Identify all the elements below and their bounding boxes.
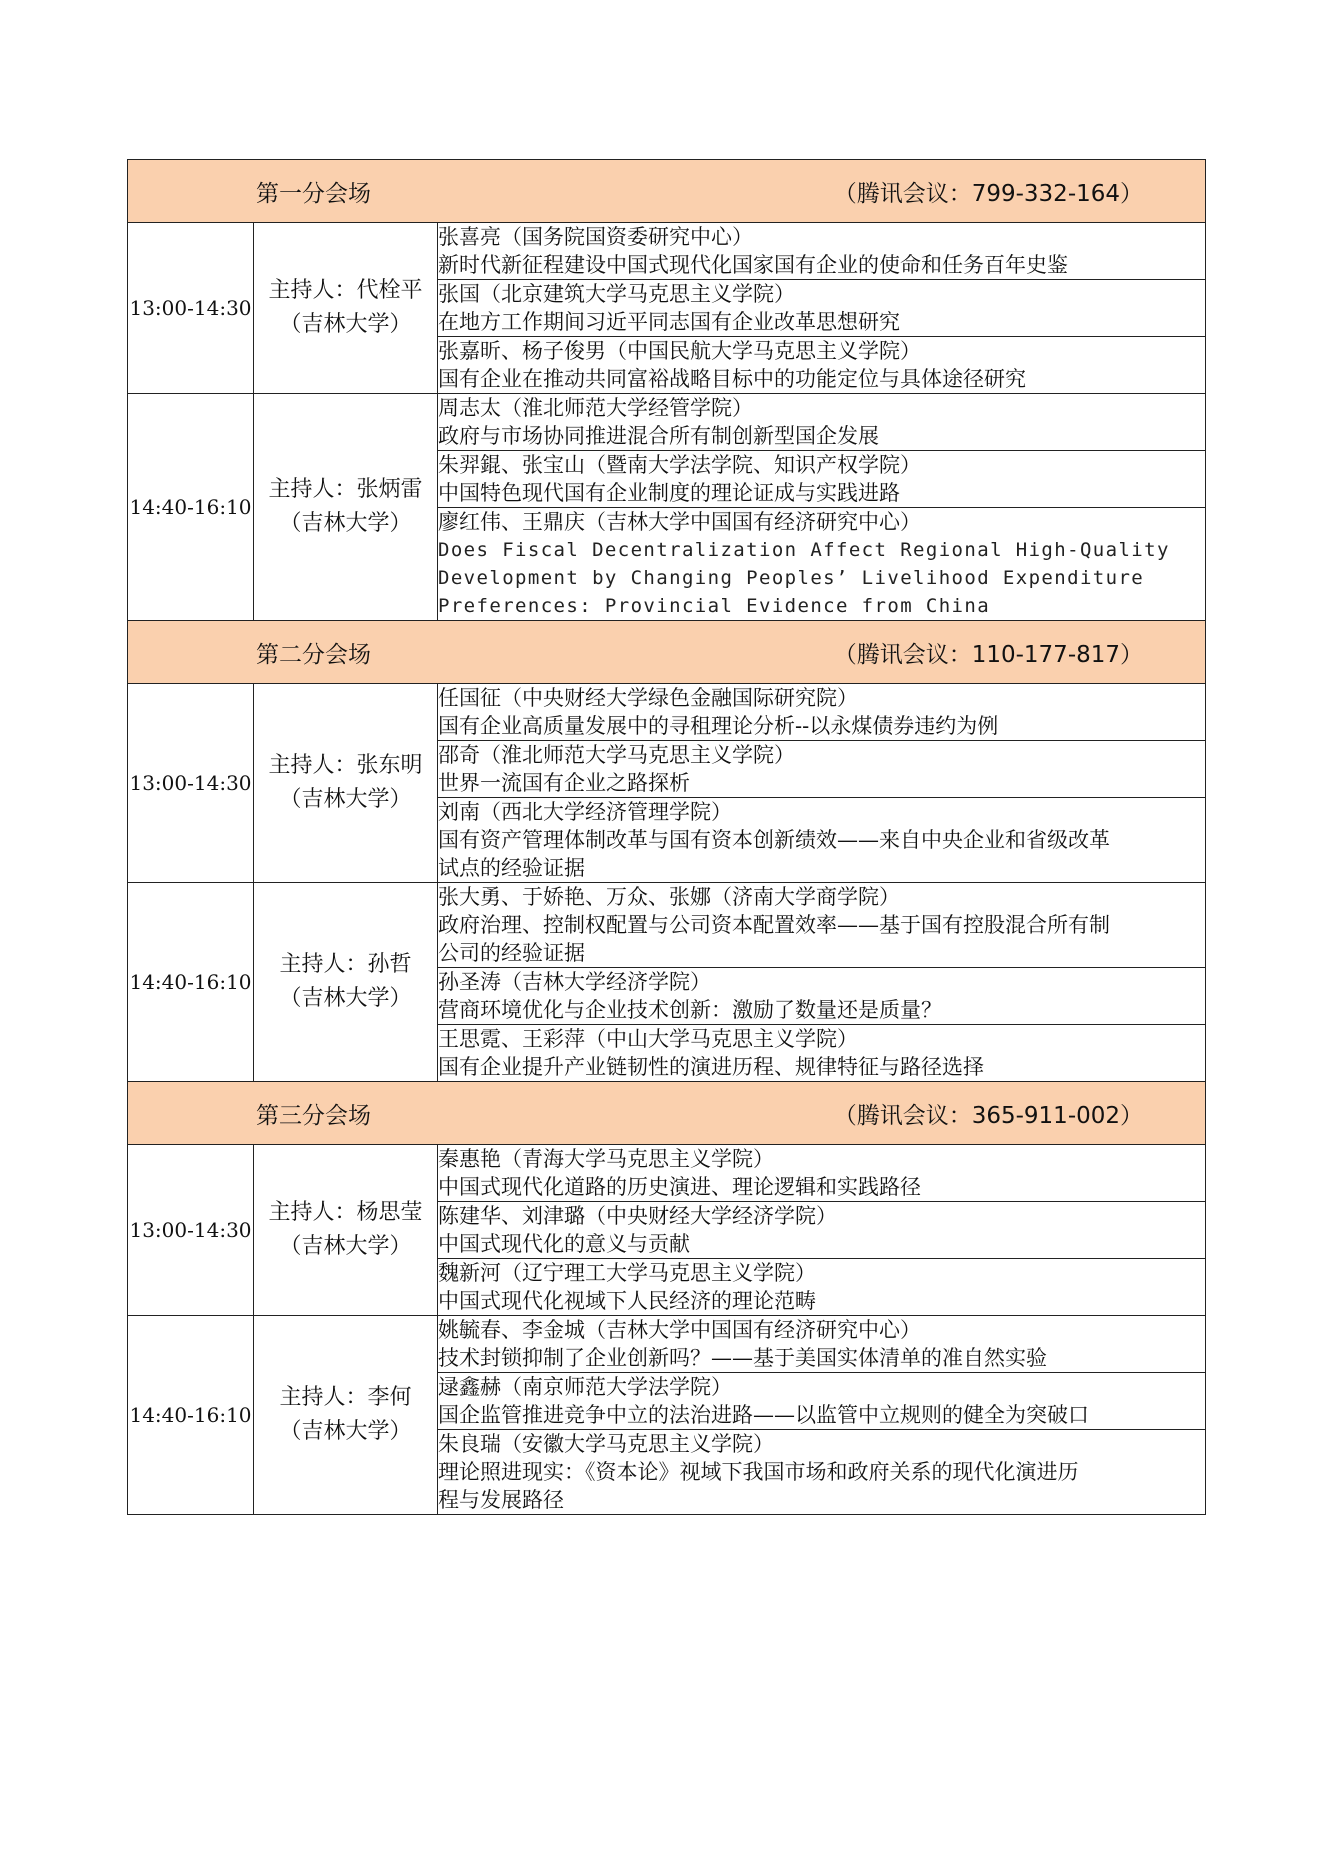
- session-header: [128, 160, 1206, 223]
- time-slot: 14:40-16:10: [128, 883, 254, 1082]
- table-row: [128, 883, 1206, 968]
- talk-cell: [438, 968, 1206, 1025]
- talk-title-line: 理论照进现实：《资本论》视域下我国市场和政府关系的现代化演进历: [438, 1460, 1079, 1484]
- talk-speaker: 刘南（西北大学经济管理学院）: [438, 800, 732, 824]
- host-org: （吉林大学）: [279, 986, 412, 1011]
- host-name: 主持人：李何: [279, 1385, 412, 1410]
- talk-speaker: 邵奇（淮北师范大学马克思主义学院）: [438, 743, 795, 767]
- talk-cell: [438, 798, 1206, 883]
- talk-title-line: 公司的经验证据: [438, 941, 585, 965]
- talk-title-line: 中国特色现代国有企业制度的理论证成与实践进路: [438, 481, 900, 505]
- talk-cell: [438, 337, 1206, 394]
- host-name: 主持人：孙哲: [279, 952, 412, 977]
- talk-speaker: 廖红伟、王鼎庆（吉林大学中国国有经济研究中心）: [438, 510, 921, 534]
- host-name: 主持人：杨思莹: [268, 1200, 423, 1225]
- talk-cell: [438, 684, 1206, 741]
- talk-title-line: 中国式现代化的意义与贡献: [438, 1232, 690, 1256]
- table-row: [128, 1145, 1206, 1202]
- host-name: 主持人：张东明: [268, 753, 423, 778]
- meeting-id: （腾讯会议：799-332-164）: [833, 180, 1144, 207]
- talk-speaker: 任国征（中央财经大学绿色金融国际研究院）: [438, 686, 858, 710]
- talk-title-line: 政府与市场协同推进混合所有制创新型国企发展: [438, 424, 879, 448]
- table-row: [128, 394, 1206, 451]
- table-row: [128, 223, 1206, 280]
- talk-title-line: 在地方工作期间习近平同志国有企业改革思想研究: [438, 310, 900, 334]
- talk-title-line: 国有企业高质量发展中的寻租理论分析--以永煤债券违约为例: [438, 714, 999, 738]
- host-org: （吉林大学）: [279, 1419, 412, 1444]
- talk-cell: [438, 1430, 1206, 1515]
- host-cell: [254, 1145, 438, 1316]
- session-header-inner: [128, 175, 1205, 208]
- session-header-row: [128, 160, 1206, 223]
- talk-cell: [438, 1025, 1206, 1082]
- talk-speaker: 张国（北京建筑大学马克思主义学院）: [438, 282, 795, 306]
- talk-speaker: 张大勇、于娇艳、万众、张娜（济南大学商学院）: [438, 885, 900, 909]
- talk-speaker: 周志太（淮北师范大学经管学院）: [438, 396, 753, 420]
- time-slot: 14:40-16:10: [128, 1316, 254, 1515]
- host-org: （吉林大学）: [279, 787, 412, 812]
- meeting-id: （腾讯会议：365-911-002）: [833, 1102, 1144, 1129]
- talk-cell: [438, 741, 1206, 798]
- talk-cell: [438, 280, 1206, 337]
- talk-cell: [438, 451, 1206, 508]
- talk-title-line: 国企监管推进竞争中立的法治进路——以监管中立规则的健全为突破口: [438, 1403, 1089, 1427]
- session-header: [128, 1082, 1206, 1145]
- host-cell: [254, 223, 438, 394]
- host-name: 主持人：代栓平: [268, 278, 423, 303]
- meeting-id: （腾讯会议：110-177-817）: [833, 641, 1144, 668]
- session-title: 第三分会场: [256, 1102, 371, 1129]
- talk-title-line: 技术封锁抑制了企业创新吗？——基于美国实体清单的准自然实验: [438, 1346, 1047, 1370]
- talk-title-line: 国有企业在推动共同富裕战略目标中的功能定位与具体途径研究: [438, 367, 1026, 391]
- session-header-row: [128, 1082, 1206, 1145]
- talk-title-line: 营商环境优化与企业技术创新：激励了数量还是质量？: [438, 998, 942, 1022]
- talk-cell: [438, 1373, 1206, 1430]
- host-name: 主持人：张炳雷: [268, 477, 423, 502]
- talk-cell: [438, 883, 1206, 968]
- host-cell: [254, 883, 438, 1082]
- talk-title-line: Preferences: Provincial Evidence from China: [438, 595, 991, 617]
- talk-speaker: 魏新河（辽宁理工大学马克思主义学院）: [438, 1261, 816, 1285]
- talk-cell: [438, 394, 1206, 451]
- talk-speaker: 朱羿錕、张宝山（暨南大学法学院、知识产权学院）: [438, 453, 921, 477]
- talk-title-line: 新时代新征程建设中国式现代化国家国有企业的使命和任务百年史鉴: [438, 253, 1068, 277]
- talk-speaker: 孙圣涛（吉林大学经济学院）: [438, 970, 711, 994]
- table-row: [128, 684, 1206, 741]
- host-cell: [254, 684, 438, 883]
- talk-cell: [438, 508, 1206, 621]
- time-slot: 13:00-14:30: [128, 1145, 254, 1316]
- talk-speaker: 朱良瑞（安徽大学马克思主义学院）: [438, 1432, 774, 1456]
- talk-title-line: 程与发展路径: [438, 1488, 564, 1512]
- talk-title-line: 世界一流国有企业之路探析: [438, 771, 690, 795]
- host-cell: [254, 394, 438, 621]
- talk-cell: [438, 1202, 1206, 1259]
- talk-cell: [438, 1259, 1206, 1316]
- session-title: 第二分会场: [256, 641, 371, 668]
- talk-title-line: 中国式现代化视域下人民经济的理论范畴: [438, 1289, 816, 1313]
- talk-title-line: 试点的经验证据: [438, 856, 585, 880]
- talk-speaker: 张喜亮（国务院国资委研究中心）: [438, 225, 753, 249]
- session-header-inner: [128, 636, 1205, 669]
- talk-speaker: 张嘉昕、杨子俊男（中国民航大学马克思主义学院）: [438, 339, 921, 363]
- talk-cell: [438, 223, 1206, 280]
- talk-title-line: 国有资产管理体制改革与国有资本创新绩效——来自中央企业和省级改革: [438, 828, 1110, 852]
- host-cell: [254, 1316, 438, 1515]
- schedule-table: [127, 159, 1206, 1515]
- talk-speaker: 陈建华、刘津璐（中央财经大学经济学院）: [438, 1204, 837, 1228]
- host-org: （吉林大学）: [279, 511, 412, 536]
- time-slot: 13:00-14:30: [128, 684, 254, 883]
- time-slot: 14:40-16:10: [128, 394, 254, 621]
- time-slot: 13:00-14:30: [128, 223, 254, 394]
- session-header-row: [128, 621, 1206, 684]
- talk-speaker: 逯鑫赫（南京师范大学法学院）: [438, 1375, 732, 1399]
- talk-speaker: 姚毓春、李金城（吉林大学中国国有经济研究中心）: [438, 1318, 921, 1342]
- host-org: （吉林大学）: [279, 312, 412, 337]
- schedule-body: [128, 160, 1206, 1515]
- session-header: [128, 621, 1206, 684]
- session-header-inner: [128, 1097, 1205, 1130]
- host-org: （吉林大学）: [279, 1234, 412, 1259]
- talk-cell: [438, 1145, 1206, 1202]
- talk-cell: [438, 1316, 1206, 1373]
- session-title: 第一分会场: [256, 180, 371, 207]
- talk-title-line: 中国式现代化道路的历史演进、理论逻辑和实践路径: [438, 1175, 921, 1199]
- table-row: [128, 1316, 1206, 1373]
- talk-speaker: 王思霓、王彩萍（中山大学马克思主义学院）: [438, 1027, 858, 1051]
- talk-title-line: 国有企业提升产业链韧性的演进历程、规律特征与路径选择: [438, 1055, 984, 1079]
- talk-title-line: Development by Changing Peoples’ Livelihood Expenditure: [438, 567, 1145, 589]
- talk-speaker: 秦惠艳（青海大学马克思主义学院）: [438, 1147, 774, 1171]
- talk-title-line: Does Fiscal Decentralization Affect Regional High-Quality: [438, 539, 1170, 561]
- talk-title-line: 政府治理、控制权配置与公司资本配置效率——基于国有控股混合所有制: [438, 913, 1110, 937]
